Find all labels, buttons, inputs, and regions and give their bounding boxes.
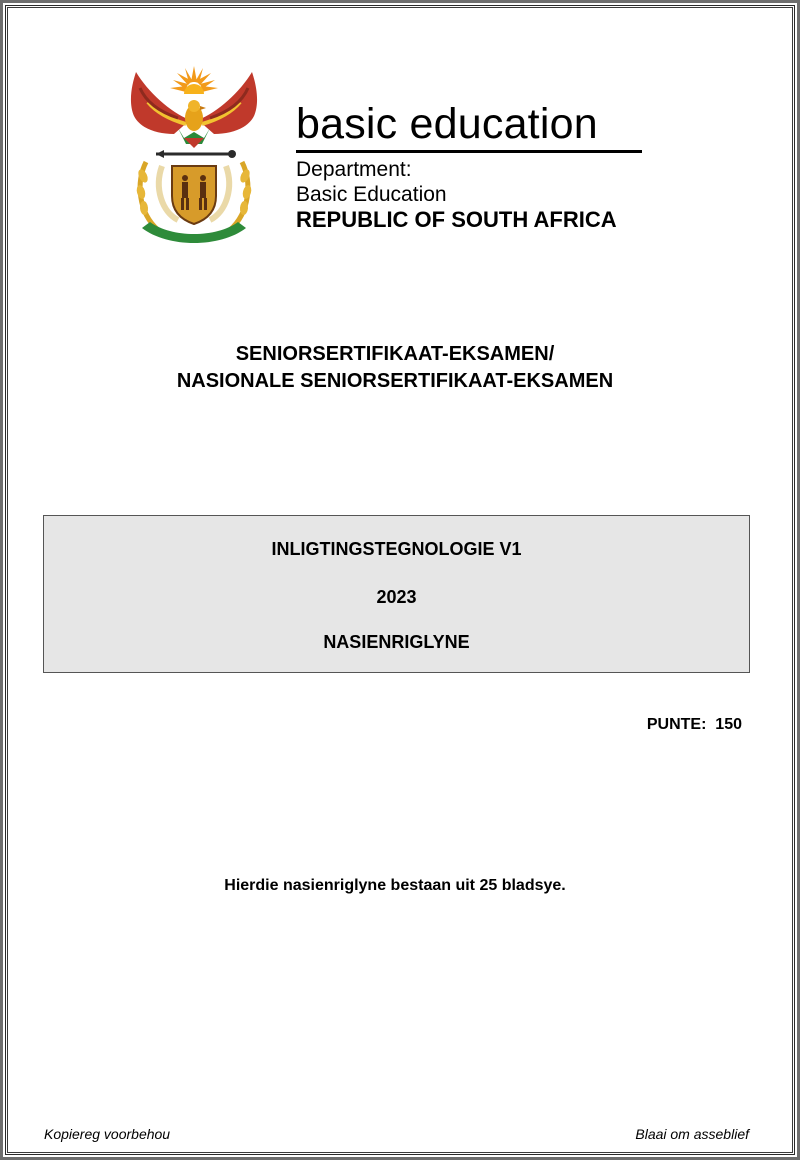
copyright-footer: Kopiereg voorbehou: [44, 1126, 171, 1142]
exam-year: 2023: [376, 587, 417, 607]
department-label: Department:: [296, 158, 412, 181]
document-type: NASIENRIGLYNE: [323, 632, 470, 652]
page-count-note: Hierdie nasienriglyne bestaan uit 25 bladsye.: [224, 877, 566, 894]
department-name: Basic Education: [296, 183, 447, 206]
brand-divider: [296, 150, 642, 153]
south-africa-coat-of-arms-icon: [118, 62, 270, 250]
exam-title-line1: SENIORSERTIFIKAAT-EKSAMEN/: [235, 343, 555, 365]
country-name: REPUBLIC OF SOUTH AFRICA: [296, 207, 617, 232]
total-marks: PUNTE: 150: [646, 716, 742, 733]
subject-box: [43, 515, 750, 673]
brand-title: basic education: [296, 100, 598, 148]
exam-title-line2: NASIONALE SENIORSERTIFIKAAT-EKSAMEN: [176, 370, 614, 392]
subject-title: INLIGTINGSTEGNOLOGIE V1: [271, 539, 522, 559]
turn-over-footer: Blaai om asseblief: [635, 1126, 749, 1142]
